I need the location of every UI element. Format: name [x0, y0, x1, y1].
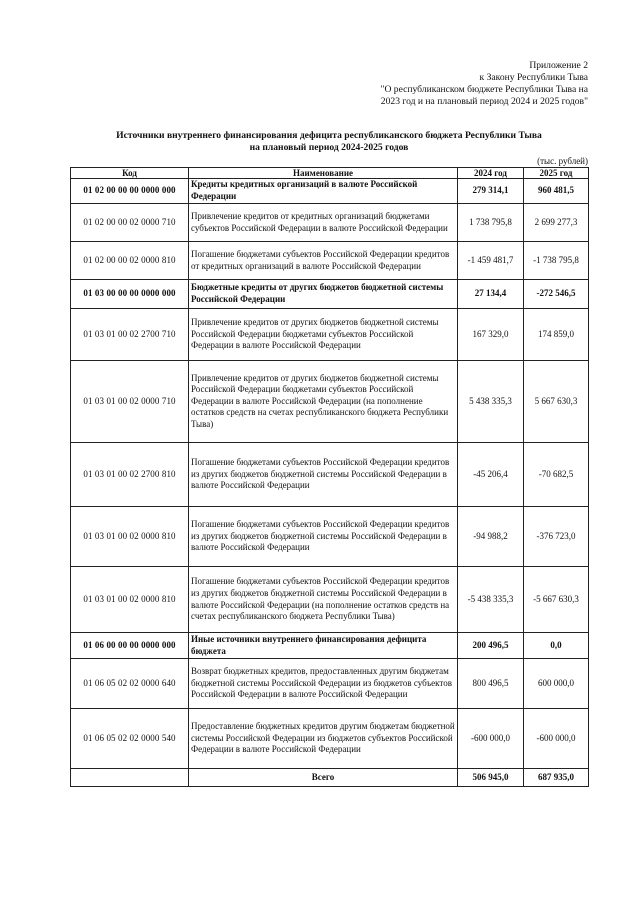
table-row — [71, 507, 589, 567]
row-2025: 5 667 630,3 — [524, 361, 589, 443]
row-2025: -272 546,5 — [524, 280, 589, 309]
table-row — [71, 361, 589, 443]
row-2024: -94 988,2 — [458, 507, 524, 567]
table-total-row — [71, 769, 589, 787]
row-code: 01 03 01 00 02 2700 710 — [71, 309, 189, 361]
row-2024: 800 496,5 — [458, 659, 524, 709]
row-code: 01 03 01 00 02 2700 810 — [71, 443, 189, 507]
row-2024: 5 438 335,3 — [458, 361, 524, 443]
row-name: Привлечение кредитов от других бюджетов бюджетной системы Российской Федерации бюджетами субъектов Российской Федерации в валюте Российской Федерации — [189, 309, 458, 361]
row-2025: -70 682,5 — [524, 443, 589, 507]
row-name: Иные источники внутреннего финансирования дефицита бюджета — [189, 633, 458, 659]
table-row — [71, 179, 589, 204]
table-row — [71, 659, 589, 709]
header-2024: 2024 год — [458, 168, 524, 179]
table-row — [71, 709, 589, 769]
row-2024: -1 459 481,7 — [458, 242, 524, 280]
row-2025: 2 699 277,3 — [524, 204, 589, 242]
appendix-line: к Закону Республики Тыва — [479, 72, 588, 83]
title-line: на плановый период 2024-2025 годов — [249, 142, 409, 153]
appendix-line: 2023 год и на плановый период 2024 и 2025 годов" — [380, 96, 588, 107]
row-2024: -5 438 335,3 — [458, 567, 524, 633]
row-2025: -376 723,0 — [524, 507, 589, 567]
row-code: 01 06 05 02 02 0000 540 — [71, 709, 189, 769]
row-2025: -5 667 630,3 — [524, 567, 589, 633]
row-code: 01 02 00 00 02 0000 710 — [71, 204, 189, 242]
table-row — [71, 242, 589, 280]
row-name: Привлечение кредитов от кредитных организаций бюджетами субъектов Российской Федерации в валюте Российской Федерации — [189, 204, 458, 242]
table-row — [71, 204, 589, 242]
total-2025: 687 935,0 — [524, 769, 589, 787]
header-code: Код — [71, 168, 189, 179]
row-2024: 200 496,5 — [458, 633, 524, 659]
title-line: Источники внутреннего финансирования дефицита республиканского бюджета Республики Тыва — [116, 130, 542, 141]
table-row — [71, 280, 589, 309]
row-name: Предоставление бюджетных кредитов другим бюджетам бюджетной системы Российской Федерации из бюджетов субъектов Российской Федерации в валюте Российской Федерации — [189, 709, 458, 769]
row-2024: 279 314,1 — [458, 179, 524, 204]
row-2024: -600 000,0 — [458, 709, 524, 769]
row-code: 01 03 01 00 02 0000 810 — [71, 567, 189, 633]
total-label: Всего — [189, 769, 458, 787]
appendix-header — [288, 60, 588, 108]
row-2024: 167 329,0 — [458, 309, 524, 361]
appendix-line: Приложение 2 — [529, 60, 588, 71]
row-code: 01 03 00 00 00 0000 000 — [71, 280, 189, 309]
row-2025: -600 000,0 — [524, 709, 589, 769]
row-name: Кредиты кредитных организаций в валюте Российской Федерации — [189, 179, 458, 204]
appendix-line: "О республиканском бюджете Республики Тыва на — [380, 84, 588, 95]
row-name: Погашение бюджетами субъектов Российской Федерации кредитов из других бюджетов бюджетной системы Российской Федерации в валюте Российской Федерации — [189, 507, 458, 567]
row-2024: 1 738 795,8 — [458, 204, 524, 242]
row-code: 01 06 05 02 02 0000 640 — [71, 659, 189, 709]
row-2025: -1 738 795,8 — [524, 242, 589, 280]
document-title — [70, 130, 588, 154]
table-row — [71, 309, 589, 361]
row-code: 01 02 00 00 00 0000 000 — [71, 179, 189, 204]
row-2024: 27 134,4 — [458, 280, 524, 309]
row-2025: 960 481,5 — [524, 179, 589, 204]
units-label: (тыс. рублей) — [537, 156, 588, 166]
row-code: 01 06 00 00 00 0000 000 — [71, 633, 189, 659]
row-code: 01 03 01 00 02 0000 810 — [71, 507, 189, 567]
header-2025: 2025 год — [524, 168, 589, 179]
table-row — [71, 567, 589, 633]
row-name: Возврат бюджетных кредитов, предоставленных другим бюджетам бюджетной системы Российской Федерации из бюджетов субъектов Российской Федерации в валюте Российской Федерации — [189, 659, 458, 709]
row-2024: -45 206,4 — [458, 443, 524, 507]
row-name: Привлечение кредитов от других бюджетов бюджетной системы Российской Федерации бюджетами субъектов Российской Федерации в валюте Российской Федерации (на пополнение остатков средств на счетах республиканского бюджета Республики Тыва) — [189, 361, 458, 443]
header-name: Наименование — [189, 168, 458, 179]
table-row — [71, 633, 589, 659]
row-code: 01 03 01 00 02 0000 710 — [71, 361, 189, 443]
row-name: Погашение бюджетами субъектов Российской Федерации кредитов из других бюджетов бюджетной системы Российской Федерации в валюте Российской Федерации (на пополнение остатков средств на счетах республиканского бюджета Республики Тыва) — [189, 567, 458, 633]
row-name: Погашение бюджетами субъектов Российской Федерации кредитов из других бюджетов бюджетной системы Российской Федерации в валюте Российской Федерации — [189, 443, 458, 507]
table-row — [71, 443, 589, 507]
row-2025: 600 000,0 — [524, 659, 589, 709]
total-2024: 506 945,0 — [458, 769, 524, 787]
financing-sources-table — [70, 167, 589, 787]
table-header-row — [71, 168, 589, 179]
row-name: Бюджетные кредиты от других бюджетов бюджетной системы Российской Федерации — [189, 280, 458, 309]
row-2025: 174 859,0 — [524, 309, 589, 361]
row-name: Погашение бюджетами субъектов Российской Федерации кредитов от кредитных организаций в валюте Российской Федерации — [189, 242, 458, 280]
row-code: 01 02 00 00 02 0000 810 — [71, 242, 189, 280]
row-2025: 0,0 — [524, 633, 589, 659]
total-code-cell — [71, 769, 189, 787]
